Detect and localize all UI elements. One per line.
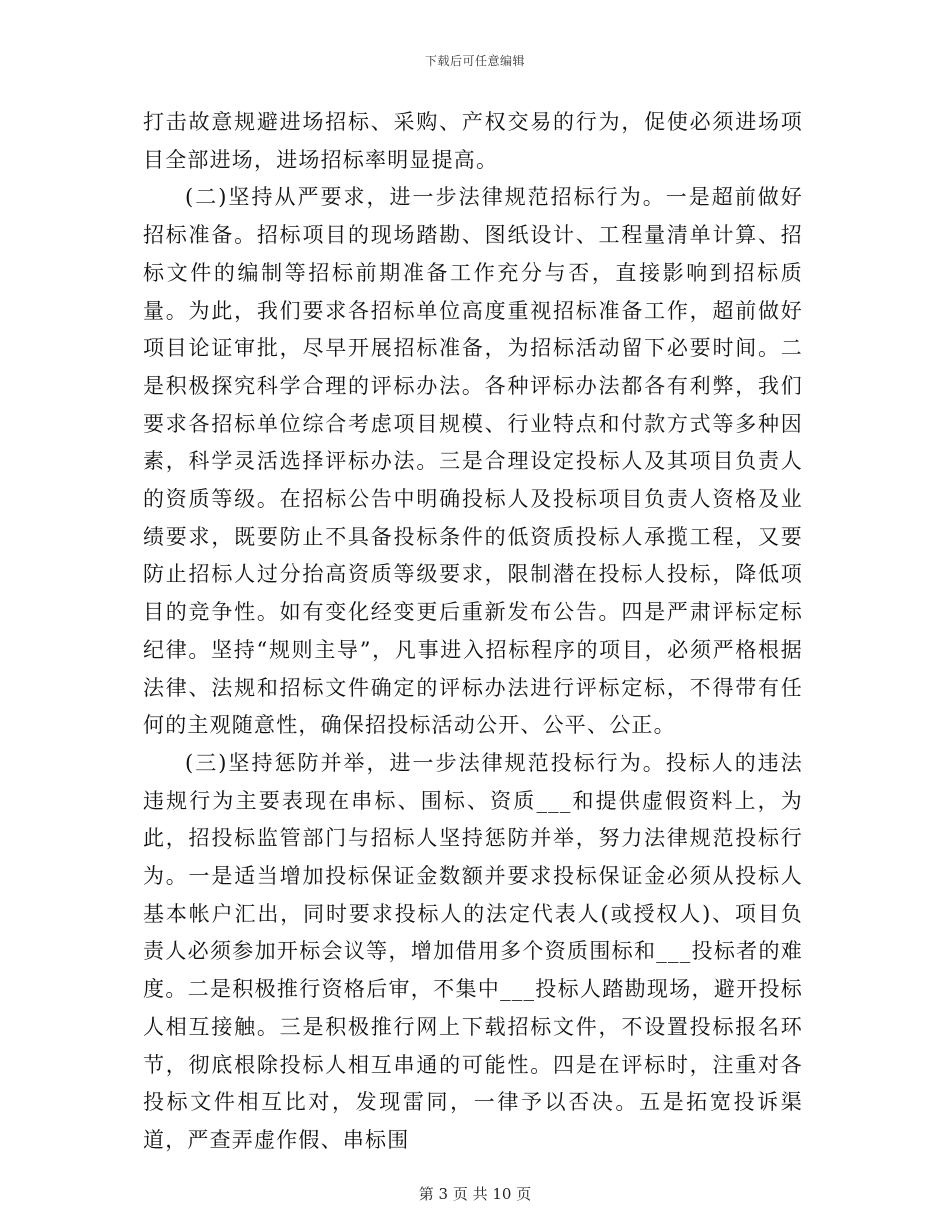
document-body <box>143 104 803 1160</box>
page-header-note: 下载后可任意编辑 <box>424 54 525 68</box>
paragraph-section-3: (三)坚持惩防并举，进一步法律规范投标行为。投标人的违法违规行为主要表现在串标、围标、资质___和提供虚假资料上，为此，招投标监管部门与招标人坚持惩防并举，努力法律规范投标行为。一是适当增加投标保证金数额并要求投标保证金必须从投标人基本帐户汇出，同时要求投标人的法定代表人(或授权人)、项目负责人必须参加开标会议等，增加借用多个资质围标和___投标者的难度。二是积极推行资格后审，不集中___投标人踏勘现场，避开投标人相互接触。三是积极推行网上下载招标文件，不设置投标报名环节，彻底根除投标人相互串通的可能性。四是在评标时，注重对各投标文件相互比对，发现雷同，一律予以否决。五是拓宽投诉渠道，严查弄虚作假、串标围 <box>143 750 803 1152</box>
page-number: 第 3 页 共 10 页 <box>418 1185 532 1203</box>
paragraph-continuation: 打击故意规避进场招标、采购、产权交易的行为，促使必须进场项目全部进场，进场招标率明显提高。 <box>143 110 803 172</box>
paragraph-section-2: (二)坚持从严要求，进一步法律规范招标行为。一是超前做好招标准备。招标项目的现场踏勘、图纸设计、工程量清单计算、招标文件的编制等招标前期准备工作充分与否，直接影响到招标质量。为此，我们要求各招标单位高度重视招标准备工作，超前做好项目论证审批，尽早开展招标准备，为招标活动留下必要时间。二是积极探究科学合理的评标办法。各种评标办法都各有利弊，我们要求各招标单位综合考虑项目规模、行业特点和付款方式等多种因素，科学灵活选择评标办法。三是合理设定投标人及其项目负责人的资质等级。在招标公告中明确投标人及投标项目负责人资格及业绩要求，既要防止不具备投标条件的低资质投标人承揽工程，又要防止招标人过分抬高资质等级要求，限制潜在投标人投标，降低项目的竞争性。如有变化经变更后重新发布公告。四是严肃评标定标纪律。坚持“规则主导”，凡事进入招标程序的项目，必须严格根据法律、法规和招标文件确定的评标办法进行评标定标，不得带有任何的主观随意性，确保招投标活动公开、公平、公正。 <box>143 185 803 738</box>
